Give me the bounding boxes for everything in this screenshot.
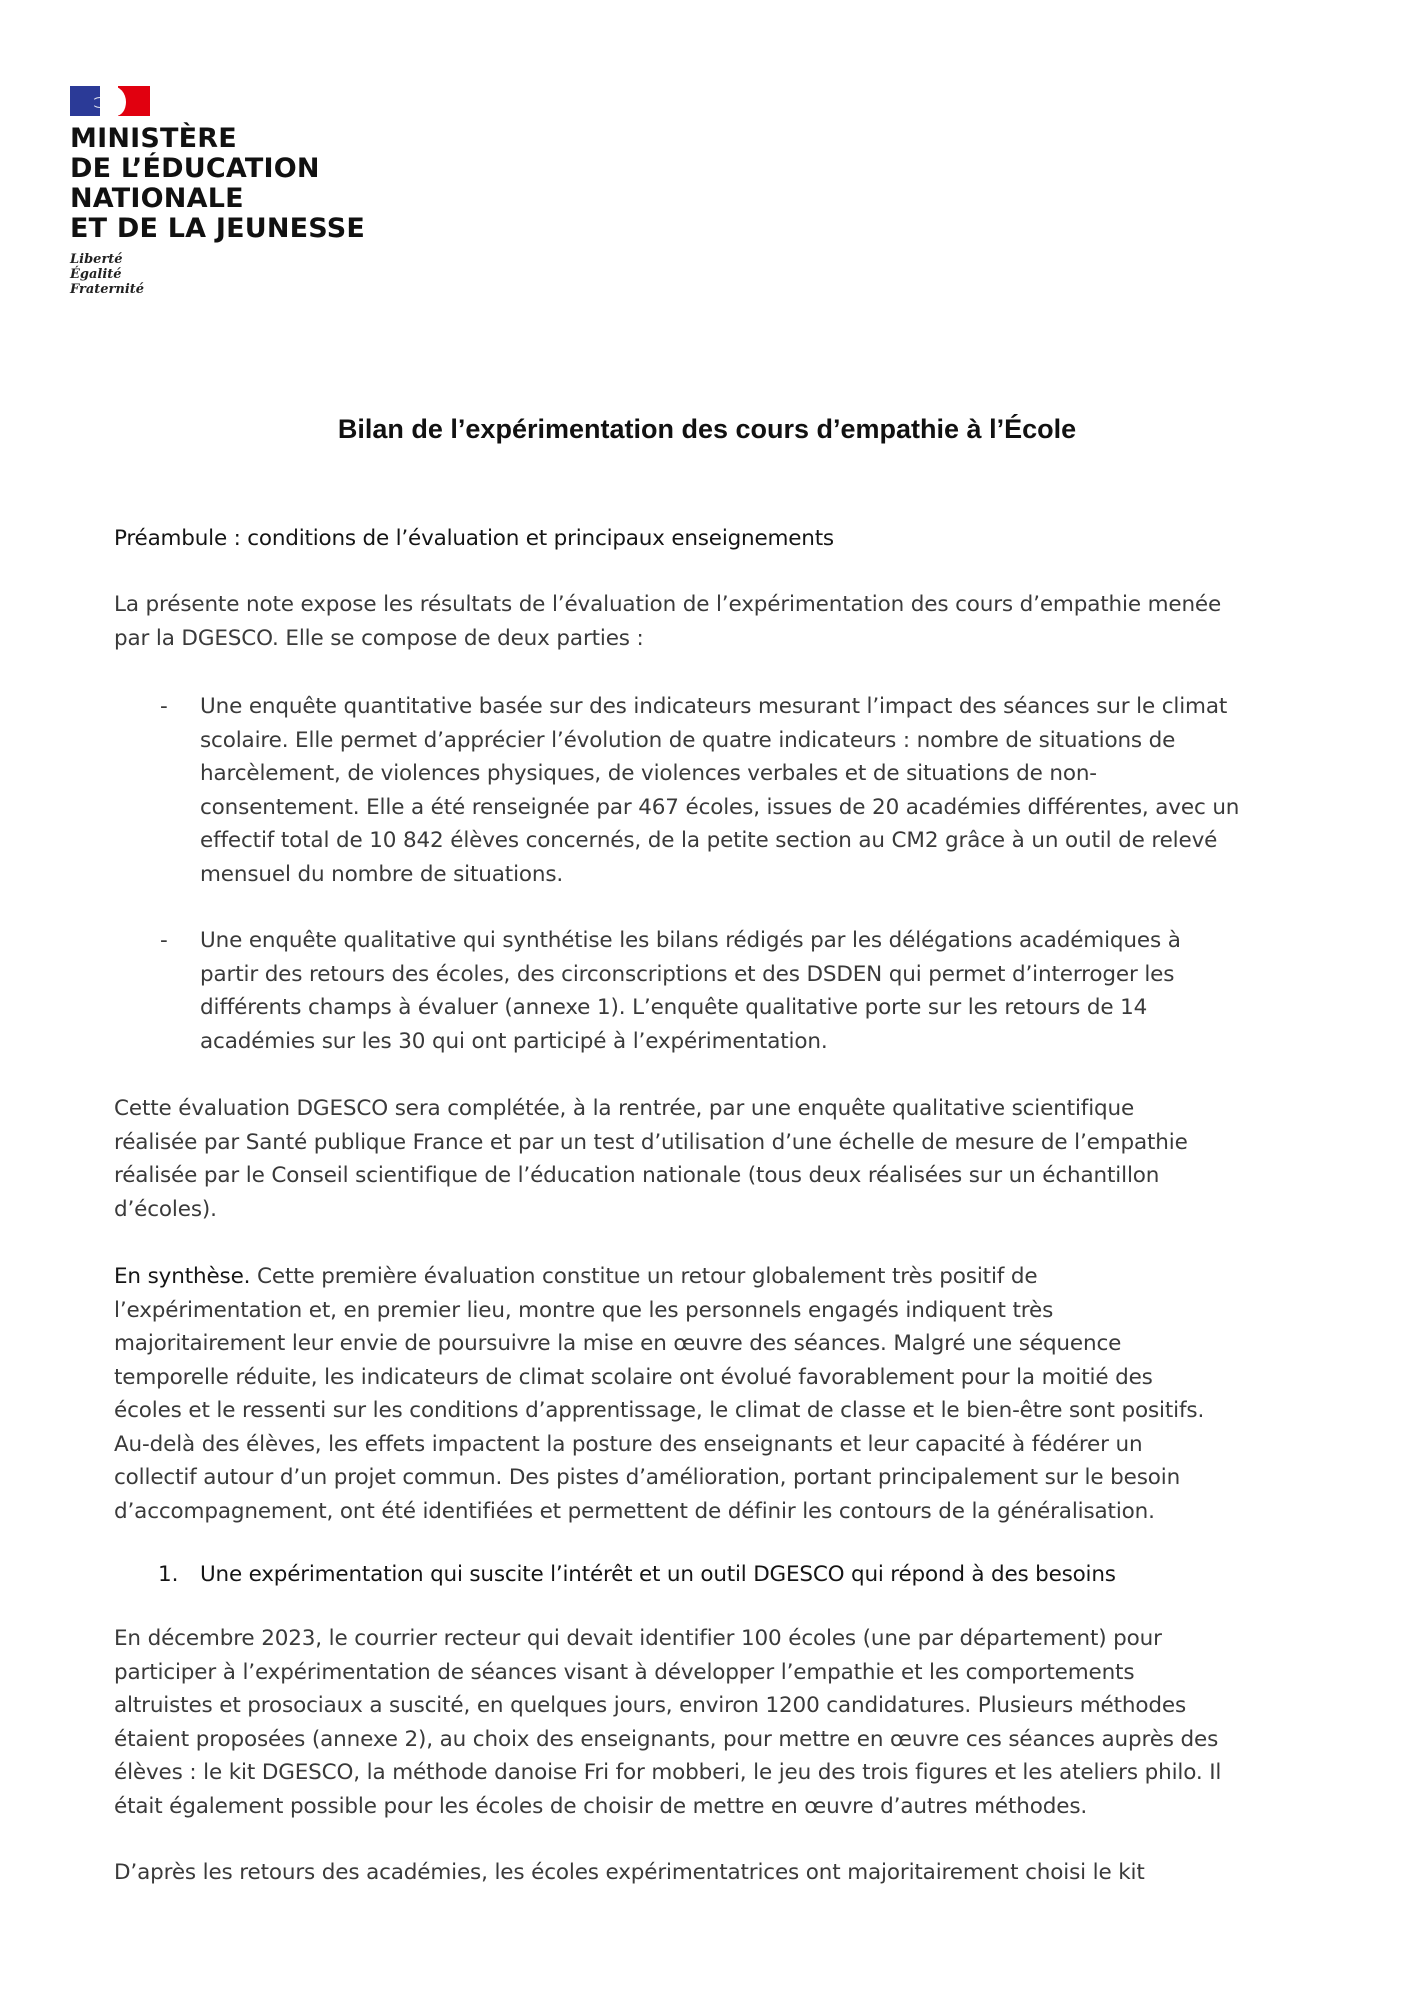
text-line: Une enquête qualitative qui synthétise les bilans rédigés par les délégations académiques à [200, 928, 1181, 953]
ministry-name-line: DE L’ÉDUCATION [70, 153, 320, 184]
bullet-dash-icon: - [160, 694, 168, 719]
text-line: scolaire. Elle permet d’apprécier l’évolution de quatre indicateurs : nombre de situations de [200, 727, 1176, 753]
text-line: temporelle réduite, les indicateurs de climat scolaire ont évolué favorablement pour la moitié des [114, 1364, 1153, 1390]
republic-motto [70, 252, 370, 297]
text-line [114, 1260, 1314, 1294]
text-line: écoles et le ressenti sur les conditions d’apprentissage, le climat de classe et le bien-être sont positifs. [114, 1398, 1205, 1423]
text-line: partir des retours des écoles, des circonscriptions et des DSDEN qui permet d’interroger les [200, 961, 1175, 987]
ministry-name-line: ET DE LA JEUNESSE [70, 213, 365, 244]
text-line: réalisée par Santé publique France et par un test d’utilisation d’une échelle de mesure de l’empathie [114, 1129, 1188, 1155]
text-line: Une enquête quantitative basée sur des indicateurs mesurant l’impact des séances sur le climat [200, 694, 1228, 719]
text-line: d’écoles). [114, 1196, 217, 1222]
text-line: élèves : le kit DGESCO, la méthode danoise Fri for mobberi, le jeu des trois figures et les ateliers philo. Il [114, 1760, 1222, 1785]
text-line: participer à l’expérimentation de séances visant à développer l’empathie et les comportements [114, 1659, 1135, 1685]
text-line: était également possible pour les écoles de choisir de mettre en œuvre d’autres méthodes. [114, 1793, 1088, 1819]
preamble-heading [114, 522, 1314, 556]
text-line: réalisée par le Conseil scientifique de l’éducation nationale (tous deux réalisées sur un échantillon [114, 1163, 1160, 1188]
text-line: étaient proposées (annexe 2), au choix des enseignants, pour mettre en œuvre ces séances auprès des [114, 1726, 1219, 1752]
synthesis-first-line: Cette première évaluation constitue un retour globalement très positif de [250, 1264, 1038, 1289]
text-line: altruistes et prosociaux a suscité, en quelques jours, environ 1200 candidatures. Plusieurs méthodes [114, 1693, 1186, 1718]
text-line: différents champs à évaluer (annexe 1). L’enquête qualitative porte sur les retours de 14 [200, 995, 1148, 1020]
motto-line: Liberté [70, 252, 123, 267]
section-heading: Préambule : conditions de l’évaluation et principaux enseignements [114, 526, 834, 551]
marianne-flag-icon [70, 86, 150, 116]
text-line: d’accompagnement, ont été identifiées et permettent de définir les contours de la généralisation. [114, 1498, 1155, 1524]
text-line: Cette évaluation DGESCO sera complétée, à la rentrée, par une enquête qualitative scientifique [114, 1096, 1135, 1121]
text-line: D’après les retours des académies, les écoles expérimentatrices ont majoritairement choisi le kit [114, 1860, 1145, 1885]
section-heading: Une expérimentation qui suscite l’intérêt et un outil DGESCO qui répond à des besoins [200, 1562, 1116, 1587]
text-line: En décembre 2023, le courrier recteur qui devait identifier 100 écoles (une par département) pour [114, 1626, 1162, 1651]
section-1-paragraph-2 [114, 1856, 1314, 1890]
ministry-name [70, 124, 370, 244]
section-1-paragraph-1 [114, 1622, 1314, 1823]
text-line: harcèlement, de violences physiques, de violences verbales et de situations de non- [200, 761, 1097, 786]
ministry-name-line: NATIONALE [70, 183, 244, 214]
synthesis-paragraph [114, 1260, 1314, 1528]
text-line: l’expérimentation et, en premier lieu, montre que les personnels engagés indiquent très [114, 1297, 1054, 1323]
ministry-logo [70, 86, 370, 297]
bullet-dash-icon: - [160, 928, 168, 953]
text-line: effectif total de 10 842 élèves concernés, de la petite section au CM2 grâce à un outil de relevé [200, 828, 1218, 853]
completion-paragraph [114, 1092, 1314, 1226]
text-line: La présente note expose les résultats de l’évaluation de l’expérimentation des cours d’empathie menée [114, 592, 1222, 617]
intro-paragraph [114, 588, 1314, 655]
section-number: 1. [158, 1562, 179, 1587]
motto-line: Fraternité [70, 282, 145, 297]
text-line: par la DGESCO. Elle se compose de deux parties : [114, 625, 644, 651]
text-line: consentement. Elle a été renseignée par 467 écoles, issues de 20 académies différentes, avec un [200, 794, 1240, 820]
text-line: mensuel du nombre de situations. [200, 861, 564, 887]
text-line: majoritairement leur envie de poursuivre la mise en œuvre des séances. Malgré une séquence [114, 1331, 1122, 1356]
text-line: collectif autour d’un projet commun. Des pistes d’amélioration, portant principalement sur le besoin [114, 1465, 1181, 1490]
synthesis-lead: En synthèse. [114, 1264, 251, 1289]
document-title: Bilan de l’expérimentation des cours d’empathie à l’École [337, 414, 1077, 444]
ministry-name-line: MINISTÈRE [70, 123, 237, 154]
text-line: Au-delà des élèves, les effets impactent la posture des enseignants et leur capacité à fédérer un [114, 1431, 1143, 1457]
text-line: académies sur les 30 qui ont participé à l’expérimentation. [200, 1028, 828, 1054]
motto-line: Égalité [70, 267, 122, 282]
